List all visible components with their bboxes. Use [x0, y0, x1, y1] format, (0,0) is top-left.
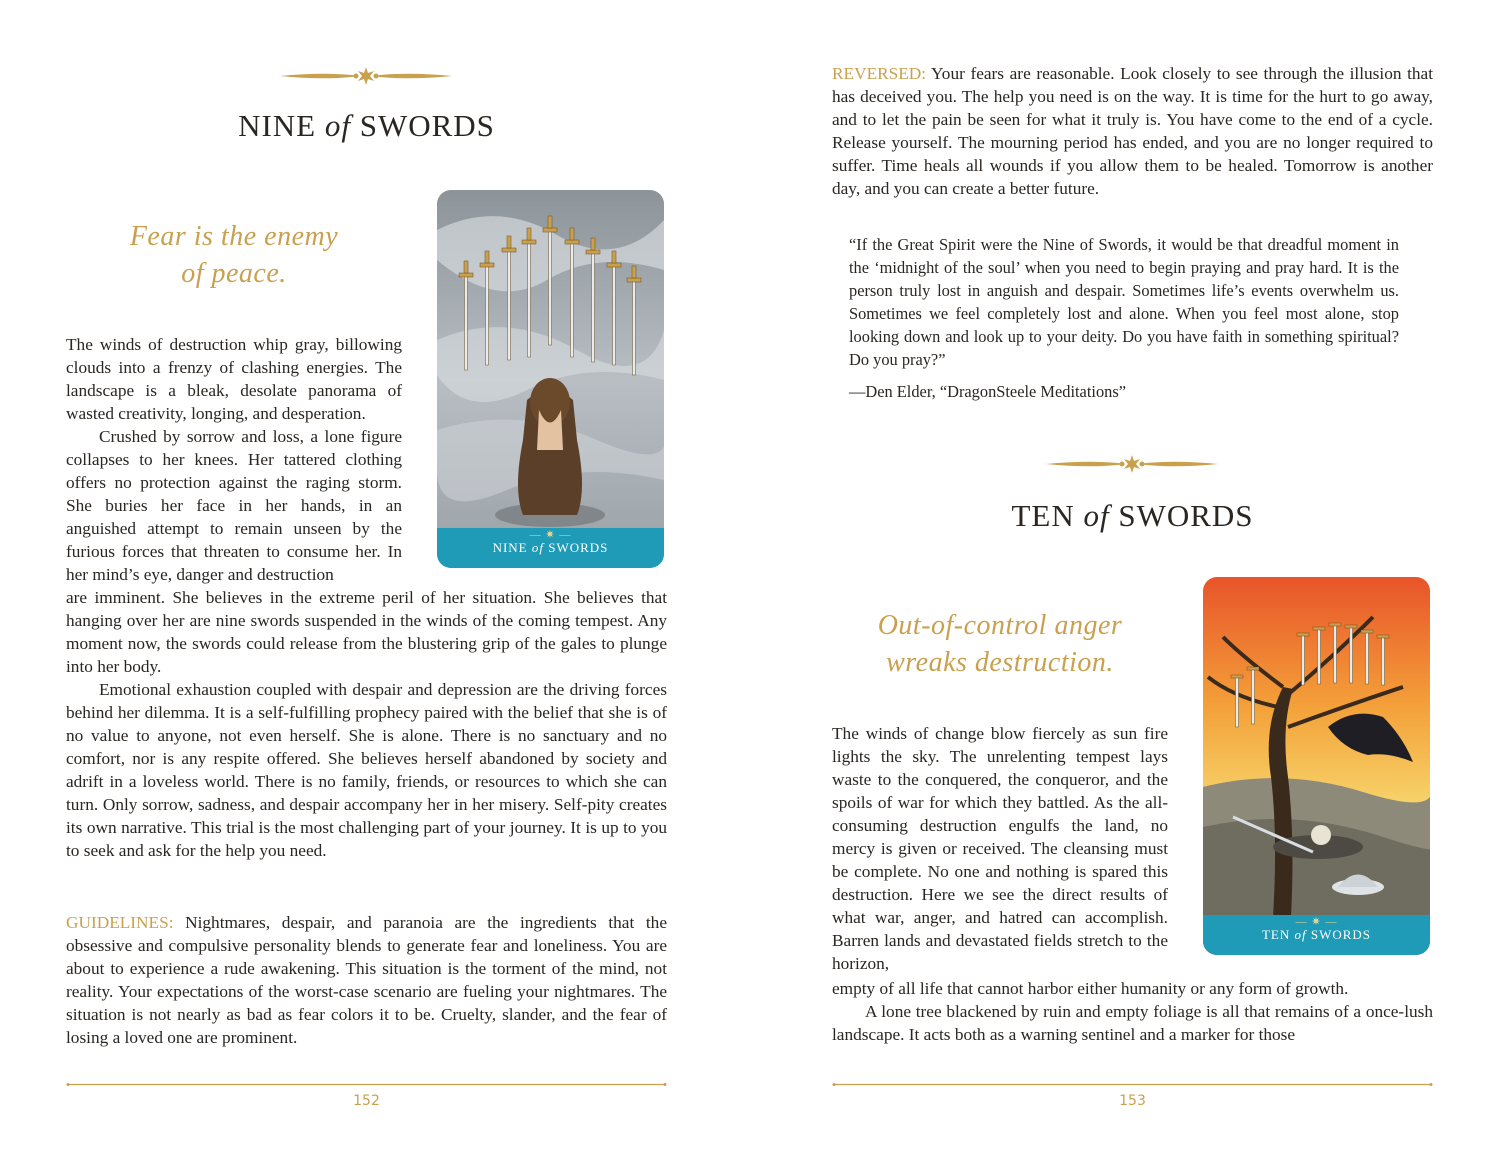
- tagline-line: of peace.: [181, 258, 287, 289]
- title-suffix: SWORDS: [350, 108, 495, 143]
- page-number: 153: [1119, 1093, 1146, 1109]
- title-prefix: TEN: [1011, 498, 1084, 533]
- tagline-line: Fear is the enemy: [129, 221, 339, 252]
- footer-rule: [832, 1083, 1433, 1086]
- body-paragraph: The winds of change blow fiercely as sun fire lights the sky. The unrelenting tempest lays waste to the conquered, the conqueror, and the spoils of war for which they battled. As the all-consuming destruction engulfs the land, no mercy is given or received. The cleansing must be complete. No one and nothing is spared this destruction. Here we see the direct results of what war, anger, and hatred can accomplish. Barren lands and devastated fields stretch to the horizon,: [832, 724, 1168, 973]
- card-label-banner: [1203, 915, 1430, 955]
- body-paragraph: A lone tree blackened by ruin and empty foliage is all that remains of a once-lush landscape. It acts both as a warning sentinel and a marker for those: [832, 1002, 1433, 1044]
- guidelines-text: Nightmares, despair, and paranoia are the ingredients that the obsessive and compulsive personality blends to generate fear and loneliness. You are about to experience a rude awakening. This situation is the torment of the mind, not reality. Your expectations of the worst-case scenario are fueling your nightmares. The situation is not nearly as bad as fear colors it to be. Cruelty, slander, and the fear of losing a loved one are prominent.: [66, 913, 667, 1047]
- footer-rule: [66, 1083, 667, 1086]
- body-paragraph: Crushed by sorrow and loss, a lone figure collapses to her knees. Her tattered clothing offers no protection against the raging storm. She buries her face in her hands, in an anguished attempt to remain unseen by the furious forces that threaten to consume her. In her mind’s eye, danger and destruction: [66, 427, 402, 584]
- body-text: [66, 425, 667, 586]
- body-text-wrapped: [832, 722, 1168, 975]
- ornament-star-icon: [280, 66, 452, 86]
- card-artwork: [1203, 577, 1430, 955]
- card-label: SWORDS: [1306, 927, 1372, 942]
- guidelines-section: [66, 911, 667, 1049]
- card-title: [832, 498, 1433, 534]
- title-suffix: SWORDS: [1109, 498, 1254, 533]
- ornament-star-icon: — ✷ —: [1295, 916, 1338, 928]
- ornament-star-icon: — ✷ —: [529, 529, 572, 541]
- guidelines-label: GUIDELINES:: [66, 913, 174, 932]
- tagline: [66, 218, 402, 292]
- left-page: [66, 0, 667, 1150]
- tagline-line: Out-of-control anger: [877, 610, 1123, 641]
- tagline-line: wreaks destruction.: [886, 647, 1114, 678]
- block-quote: “If the Great Spirit were the Nine of Swords, it would be that dreadful moment in the ‘midnight of the soul’ when you need to begin praying and pray hard. It is the person truly lost in anguish and despair. Sometimes life’s events overwhelm us. Sometimes we feel completely lost and alone. When you feel most alone, stop looking down and look up to your deity. Do you have faith in something spiritual? Do you pray?”: [849, 235, 1399, 369]
- quote-attribution: —Den Elder, “DragonSteele Meditations”: [849, 382, 1126, 401]
- card-label: NINE: [492, 540, 532, 555]
- card-label-of: of: [531, 540, 544, 555]
- title-prefix: NINE: [238, 108, 325, 143]
- body-paragraph: The winds of destruction whip gray, billowing clouds into a frenzy of clashing energies. The landscape is a bleak, desolate panorama of wasted creativity, longing, and desperation.: [66, 335, 402, 423]
- ornament-star-icon: [1046, 454, 1218, 474]
- tarot-card-image: [1203, 577, 1430, 955]
- title-of: of: [324, 108, 351, 143]
- body-text-wrapped: [66, 333, 402, 425]
- card-title: [66, 108, 667, 144]
- card-label: SWORDS: [543, 540, 609, 555]
- right-page: [832, 0, 1433, 1150]
- title-of: of: [1083, 498, 1110, 533]
- body-paragraph: Emotional exhaustion coupled with despair and depression are the driving forces behind her dilemma. It is a self-fulfilling prophecy paired with the belief that she is of no value to anyone, not even herself. She is alone. There is no sanctuary and no comfort, nor is any respite offered. She believes herself abandoned by society and adrift in a loveless world. There is no family, friends, or resources to which she can turn. Only sorrow, sadness, and despair accompany her in her misery. Self-pity creates its own narrative. This trial is the most challenging part of your journey. It is up to you to seek and ask for the help you need.: [66, 680, 667, 860]
- reversed-text: Your fears are reasonable. Look closely to see through the illusion that has deceived you. The help you need is on the way. It is time for the hurt to go away, and to let the pain be seen for what it truly is. You have come to the end of a cycle. Release yourself. The mourning period has ended, and you are no longer required to suffer. Time heals all wounds if you allow them to be healed. Tomorrow is another day, and you can create a better future.: [832, 64, 1433, 198]
- page-number: 152: [353, 1093, 380, 1109]
- tagline: [832, 607, 1168, 681]
- reversed-section: [832, 62, 1433, 200]
- body-text: [66, 586, 667, 862]
- card-label-of: of: [1294, 927, 1307, 942]
- body-paragraph-continued: are imminent. She believes in the extreme peril of her situation. She believes that hanging over her are nine swords suspended in the winds of the coming tempest. Any moment now, the swords could release from the blustering grip of the gales to plunge into her body.: [66, 588, 667, 676]
- card-label: TEN: [1261, 927, 1295, 942]
- reversed-label: REVERSED:: [832, 64, 927, 83]
- body-text: [832, 977, 1433, 1046]
- body-paragraph-continued: empty of all life that cannot harbor either humanity or any form of growth.: [832, 979, 1349, 998]
